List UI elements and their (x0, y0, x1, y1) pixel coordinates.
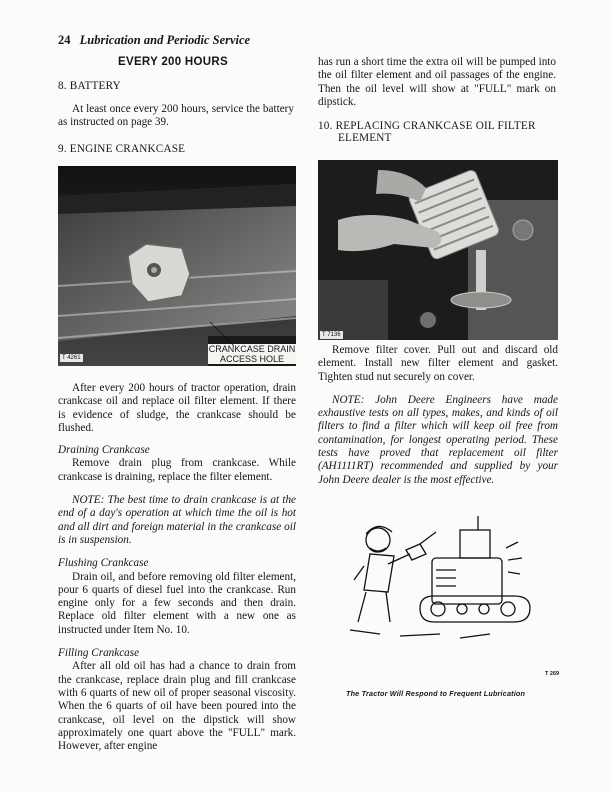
crankcase-heading: 9. ENGINE CRANKCASE (58, 143, 186, 155)
crankcase-photo-tag: T 4261 (62, 355, 81, 361)
filter-heading (318, 120, 558, 144)
callout-line-2: ACCESS HOLE (219, 354, 285, 364)
section-heading: EVERY 200 HOURS (118, 56, 228, 68)
filling-title: Filling Crankcase (58, 647, 140, 660)
filter-text-block (318, 344, 558, 487)
filter-heading-line-1: 10. REPLACING CRANKCASE OIL FILTER (318, 120, 536, 132)
tractor-cartoon (340, 508, 540, 658)
cartoon-caption: The Tractor Will Respond to Frequent Lubrication (346, 689, 526, 698)
filling-body: After all old oil has had a chance to drain from the crankcase, replace drain plug and fill crankcase with 6 quarts of new oil of proper seasonal viscosity. When the 6 quarts of oil have been poured into the crankcase, oil level on the dipstick will show approximately one quart above the "FULL" mark. However, after engine (58, 660, 296, 753)
crankcase-photo (58, 166, 296, 366)
filter-note: NOTE: John Deere Engineers have made exhaustive tests on all types, makes, and kinds of oil filters to find a filter which will keep oil free from contamination, for longest operating period. These tests have proved that replacement oil filter (AH1111RT) recommended and supplied by your John Deere dealer is the most effective. (318, 393, 558, 486)
draining-title: Draining Crankcase (58, 444, 150, 457)
page-number: 24 (58, 33, 71, 47)
callout-leader-line (200, 320, 260, 350)
battery-body: At least once every 200 hours, service the battery as instructed on page 39. (58, 103, 294, 129)
oil-filter-photo (318, 160, 558, 340)
crankcase-text-block (58, 382, 296, 753)
battery-paragraph (58, 103, 294, 130)
filter-body: Remove filter cover. Pull out and discard old element. Install new filter element and gasket. Tighten stud nut securely on cover. (318, 344, 558, 383)
battery-heading: 8. BATTERY (58, 80, 121, 92)
drain-note: NOTE: The best time to drain crankcase is at the end of a day's operation at which time the oil is hot and all dirt and foreign material in the crankcase oil is in suspension. (58, 494, 296, 546)
flushing-body: Drain oil, and before removing old filter element, pour 6 quarts of diesel fuel into the crankcase. Run engine only for a few seconds and then drain. Replace old filter element with a new one as instructed under Item No. 10. (58, 570, 296, 636)
crankcase-body: After every 200 hours of tractor operation, drain crankcase oil and replace oil filter element. If there is evidence of sludge, the crankcase should be flushed. (58, 382, 296, 434)
running-head (58, 33, 250, 48)
filter-heading-line-2: ELEMENT (338, 132, 392, 144)
continuation-body: has run a short time the extra oil will be pumped into the oil filter element and oil passages of the engine. Then the oil level will show at "FULL" mark on dipstick. (318, 56, 556, 108)
oil-filter-photo-tag: T 7136 (322, 332, 341, 338)
callout-line-1: CRANKCASE DRAIN (208, 344, 296, 354)
oil-filter-photo-illustration (318, 160, 558, 340)
tractor-cartoon-drawing (340, 508, 540, 658)
crankcase-photo-illustration (58, 166, 296, 366)
draining-body: Remove drain plug from crankcase. While crankcase is draining, replace the filter element. (58, 457, 296, 483)
running-head-title: Lubrication and Periodic Service (79, 33, 251, 47)
continuation-paragraph (318, 56, 556, 109)
flushing-title: Flushing Crankcase (58, 557, 149, 570)
cartoon-tag: T 269 (545, 671, 560, 677)
